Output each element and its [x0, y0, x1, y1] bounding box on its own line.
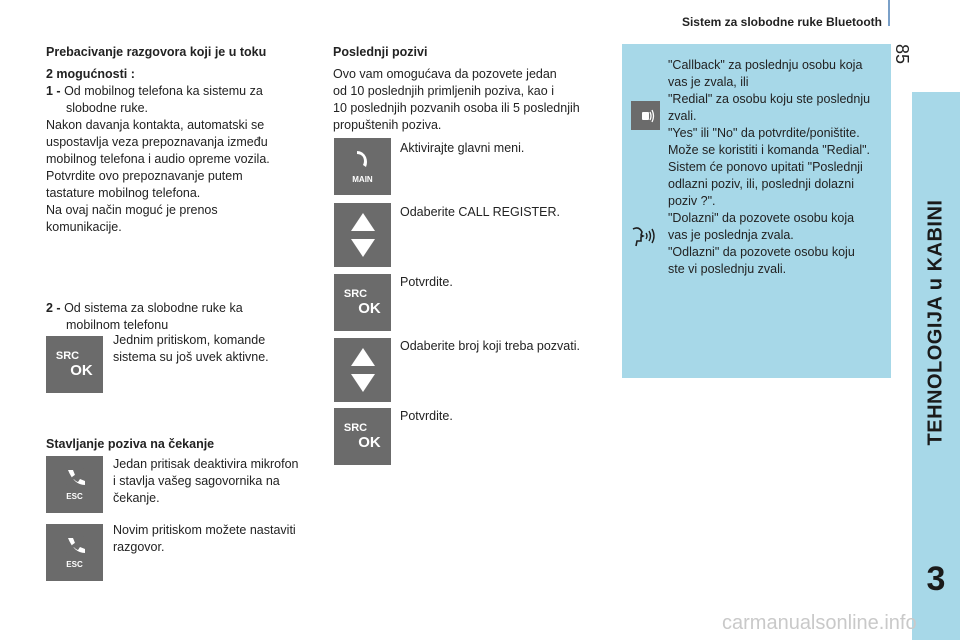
src-key-label: SRC — [343, 422, 368, 434]
ok-key-label: OK — [358, 300, 381, 317]
page-number: 85 — [892, 44, 912, 65]
speaking-head-icon — [630, 226, 658, 248]
esc-resume-button[interactable] — [46, 524, 103, 581]
src-ok-button[interactable] — [334, 274, 391, 331]
hold-description-2 — [113, 522, 323, 556]
option-2-description — [113, 332, 313, 366]
src-ok-button[interactable] — [334, 408, 391, 465]
info-line: Sistem će ponovo upitati "Poslednji — [668, 160, 863, 174]
step-text: Odaberite CALL REGISTER. — [400, 205, 561, 219]
main-menu-button[interactable] — [334, 138, 391, 195]
desc-line: Jednim pritiskom, komande — [113, 333, 266, 347]
options-title: 2 mogućnosti : — [46, 67, 135, 81]
step-text: Aktivirajte glavni meni. — [400, 141, 525, 155]
desc-line: sistema su još uvek aktivne. — [113, 350, 269, 364]
intro-line: od 10 poslednjih primljenih poziva, kao i — [333, 84, 554, 98]
esc-key-label: ESC — [66, 560, 83, 569]
body-line: Nakon davanja kontakta, automatski se — [46, 118, 265, 132]
recent-calls-intro — [333, 66, 613, 134]
intro-line: 10 poslednjih pozvanih osoba ili 5 poslednjih — [333, 101, 580, 115]
hold-call-heading: Stavljanje poziva na čekanje — [46, 437, 215, 451]
esc-key-label: ESC — [66, 492, 83, 501]
chapter-label-wrap — [912, 92, 960, 552]
arrow-down-icon — [350, 238, 376, 258]
main-key-label: MAIN — [352, 175, 373, 184]
ok-key-label: OK — [358, 434, 381, 451]
src-key-label: SRC — [55, 350, 80, 362]
header-divider — [888, 0, 890, 26]
body-line: komunikacije. — [46, 220, 122, 234]
step-text: Potvrdite. — [400, 409, 453, 423]
option-2-text: Od sistema za slobodne ruke ka — [64, 301, 243, 315]
src-key-label: SRC — [343, 288, 368, 300]
body-line: uspostavlja veza prepoznavanja između — [46, 135, 268, 149]
desc-line: i stavlja vašeg sagovornika na — [113, 474, 280, 488]
info-line: poziv ?". — [668, 194, 716, 208]
info-line: "Callback" za poslednju osobu koja — [668, 58, 863, 72]
chapter-label: TEHNOLOGIJA u KABINI — [924, 199, 947, 445]
option-2-text-cont: mobilnom telefonu — [66, 318, 169, 332]
info-line: vas je poslednja zvala. — [668, 228, 794, 242]
info-line: ste vi poslednju zvali. — [668, 262, 787, 276]
body-line: Potvrdite ovo prepoznavanje putem — [46, 169, 243, 183]
src-ok-button[interactable] — [46, 336, 103, 393]
info-line: "Redial" za osobu koju ste poslednju — [668, 92, 871, 106]
desc-line: razgovor. — [113, 540, 165, 554]
section-title: Sistem za slobodne ruke Bluetooth — [681, 15, 882, 29]
ok-key-label: OK — [70, 362, 93, 379]
up-down-arrows-button[interactable] — [334, 203, 391, 267]
option-1 — [46, 83, 316, 100]
option-2-number: 2 - — [46, 301, 61, 315]
phone-handset-icon — [353, 149, 373, 169]
body-line: Na ovaj način moguć je prenos — [46, 203, 218, 217]
option-2 — [46, 300, 316, 334]
desc-line: Jedan pritisak deaktivira mikrofon — [113, 457, 299, 471]
arrow-down-icon — [350, 373, 376, 393]
step-text: Odaberite broj koji treba pozvati. — [400, 339, 580, 353]
info-line: "Dolazni" da pozovete osobu koja — [668, 211, 855, 225]
body-line: tastature mobilnog telefona. — [46, 186, 201, 200]
voice-phone-icon — [637, 109, 655, 123]
voice-command-button[interactable] — [631, 101, 660, 130]
transfer-options — [46, 66, 316, 236]
intro-line: Ovo vam omogućava da pozovete jedan — [333, 67, 557, 81]
chapter-number: 3 — [926, 560, 946, 598]
step-text: Potvrdite. — [400, 275, 453, 289]
option-1-text-cont: slobodne ruke. — [66, 101, 149, 115]
option-1-text: Od mobilnog telefona ka sistemu za — [64, 84, 263, 98]
body-line: mobilnog telefona i audio opreme vozila. — [46, 152, 270, 166]
watermark: carmanualsonline.info — [722, 612, 917, 634]
info-line: "Odlazni" da pozovete osobu koju — [668, 245, 855, 259]
desc-line: Novim pritiskom možete nastaviti — [113, 523, 296, 537]
transfer-call-heading: Prebacivanje razgovora koji je u toku — [46, 45, 267, 59]
arrow-up-icon — [350, 347, 376, 367]
up-down-arrows-button[interactable] — [334, 338, 391, 402]
info-line: odlazni poziv, ili, poslednji dolazni — [668, 177, 854, 191]
hold-description-1 — [113, 456, 323, 507]
mute-icon — [64, 468, 86, 486]
mute-icon — [64, 536, 86, 554]
info-line: vas je zvala, ili — [668, 75, 749, 89]
intro-line: propuštenih poziva. — [333, 118, 442, 132]
esc-mute-button[interactable] — [46, 456, 103, 513]
arrow-up-icon — [350, 212, 376, 232]
info-line: "Yes" ili "No" da potvrdite/poništite. — [668, 126, 860, 140]
info-line: zvali. — [668, 109, 697, 123]
option-1-number: 1 - — [46, 84, 61, 98]
recent-calls-heading: Poslednji pozivi — [333, 45, 428, 59]
info-line: Može se koristiti i komanda "Redial". — [668, 143, 871, 157]
voice-commands-text — [668, 57, 890, 278]
desc-line: čekanje. — [113, 491, 160, 505]
